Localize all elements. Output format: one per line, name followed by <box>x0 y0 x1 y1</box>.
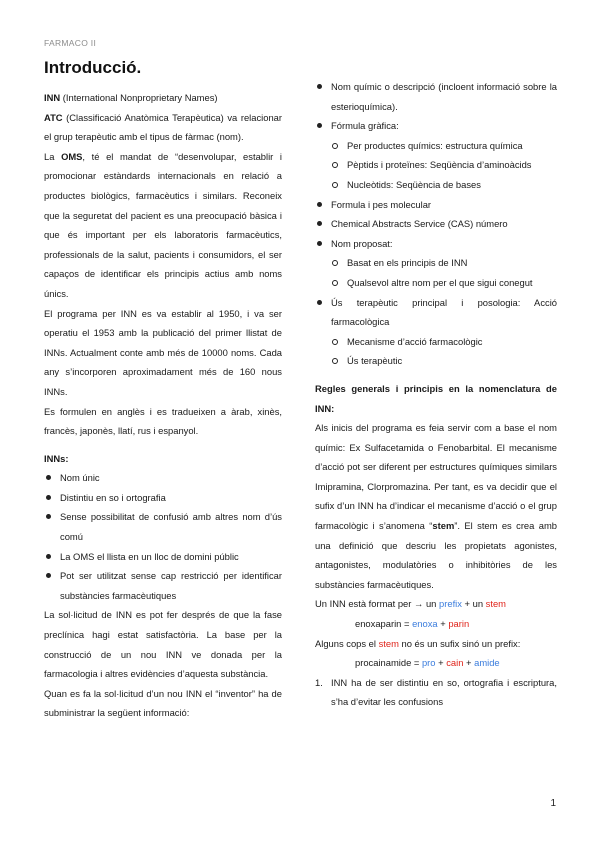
list-item: Formula i pes molecular <box>315 195 557 215</box>
formulen-paragraph: Es formulen en anglès i es tradueixen a àrab, xinès, francès, japonès, llatí, rus i espanyol. <box>44 405 282 437</box>
solicitud-paragraph: La sol·licitud de INN es pot fer després de que la fase preclínica hagi estat satisfactòria. La base per la construcció de un nou INN ve donada per la farmacologia i altres evidències d’aquesta substància. <box>44 609 282 680</box>
prefix-word: prefix <box>439 598 462 610</box>
regles-text-2: ”. El stem es crea amb una definició que descriu les propietats agonistes, antagonistes, modulatòries o inhibitòries de les substàncies farmacèutiques. <box>315 520 557 590</box>
ex1-word: enoxaparin = <box>355 618 413 630</box>
inns-heading <box>44 449 282 469</box>
format-plus: + un <box>461 598 486 610</box>
list-item: Nom únic <box>44 468 282 488</box>
regles-heading-text: Regles generals i principis en la nomenclatura de INN: <box>315 382 557 414</box>
atc-definition <box>44 108 282 147</box>
inns-list <box>44 468 282 605</box>
oms-abbr: OMS <box>61 150 83 162</box>
inn-abbr: INN <box>44 92 61 103</box>
format-line <box>315 594 557 614</box>
sub-list-item: Mecanisme d’acció farmacològic <box>315 332 557 352</box>
sub-list-item: Basat en els principis de INN <box>315 253 557 273</box>
ex2-plus-2: + <box>463 657 475 669</box>
left-column <box>44 88 282 723</box>
ex1-stem: parin <box>448 618 470 630</box>
ex1-prefix: enoxa <box>412 618 438 630</box>
page-title: Introducció. <box>44 58 142 77</box>
rule-text: INN ha de ser distintiu en so, ortografia i escriptura, s’ha d’evitar les confusions <box>331 676 557 708</box>
list-item: Sense possibilitat de confusió amb altres nom d’ús comú <box>44 507 282 546</box>
list-item: La OMS el llista en un lloc de domini públic <box>44 547 282 567</box>
oms-text: , té el mandat de “desenvolupar, establir i promocionar estàndards internacionals en relació a productes biològics, farmacèutics i similars. Reconeix que la seguretat del pacient es una preocupació bàsica i que és important per els laboratoris farmacèutics, professionals de la salut, pacients i consumidors, el ser capaços de identificar els principis actius amb noms únics. <box>44 150 282 299</box>
oms-pre: La <box>44 150 62 162</box>
ex2-stem: cain <box>446 657 464 669</box>
quan-paragraph: Quan es fa la sol·licitud d’un nou INN el “inventor” ha de subministrar la següent informació: <box>44 687 282 719</box>
alguns-pre: Alguns cops el <box>315 637 379 649</box>
sub-list-item: Per productes químics: estructura química <box>315 136 557 156</box>
list-item: Pot ser utilitzat sense cap restricció per identificar substàncies farmacèutiques <box>44 566 282 605</box>
inn-definition <box>44 88 282 108</box>
alguns-stem: stem <box>378 637 399 649</box>
sub-list-item: Ús terapèutic <box>315 351 557 371</box>
rule-number: 1. <box>315 676 323 688</box>
sub-list-item: Qualsevol altre nom per el que sigui conegut <box>315 273 557 293</box>
list-item: Fórmula gràfica: <box>315 116 557 136</box>
oms-paragraph <box>44 147 282 304</box>
list-item: Chemical Abstracts Service (CAS) número <box>315 214 557 234</box>
list-item: Ús terapèutic principal i posologia: Acció farmacològica <box>315 293 557 332</box>
info-list <box>315 77 557 371</box>
example-procainamide <box>315 653 557 673</box>
alguns-line <box>315 634 557 654</box>
list-item: Distintiu en so i ortografia <box>44 488 282 508</box>
stem-word: stem <box>485 598 506 610</box>
regles-stem: stem <box>432 520 455 532</box>
atc-abbr: ATC <box>44 111 63 123</box>
programa-paragraph: El programa per INN es va establir al 1950, i va ser operatiu el 1953 amb la publicació del primer llistat de INNs. Actualment conte amb més de 10000 noms. Cada any s’incorporen aproximadament més de 160 nous INNs. <box>44 307 282 397</box>
page-number: 1 <box>550 798 556 809</box>
format-pre: Un INN està format per → un <box>315 598 440 610</box>
list-item: Nom proposat: <box>315 234 557 254</box>
alguns-post: no és un sufix sinó un prefix: <box>398 637 521 649</box>
ex2-word: procainamide = <box>355 657 422 669</box>
regles-text-1: Als inicis del programa es feia servir com a base el nom químic: Ex Sulfacetamida o Fenobarbital. El mecanisme d’acció pot ser diferent per estructures químiques similars Imipramina, Clorpromazina. Per tant, es va decidir que el sufix d’un INN ha d’indicar el mecanisme d’acció o el grup farmacològic i s’anomena “ <box>315 422 557 532</box>
example-enoxaparin <box>315 614 557 634</box>
ex2-plus-1: + <box>435 657 447 669</box>
inn-def: (International Nonproprietary Names) <box>60 92 218 103</box>
regles-paragraph <box>315 418 557 594</box>
inns-heading-text: INNs: <box>44 452 69 464</box>
right-column <box>315 77 557 712</box>
ex2-prefix: pro <box>421 657 436 669</box>
sub-list-item: Pèptids i proteïnes: Seqüència d’aminoàcids <box>315 155 557 175</box>
list-item: Nom químic o descripció (incloent informació sobre la esterioquímica). <box>315 77 557 116</box>
regles-heading <box>315 379 557 418</box>
ex1-plus: + <box>437 618 449 630</box>
running-header: FARMACO II <box>44 38 97 48</box>
atc-def: (Classificació Anatòmica Terapèutica) va relacionar el grup terapèutic amb el tipus de fàrmac (nom). <box>44 111 282 143</box>
sub-list-item: Nucleòtids: Seqüència de bases <box>315 175 557 195</box>
rules-list <box>315 673 557 712</box>
ex2-suffix: amide <box>474 657 500 669</box>
rule-item <box>315 673 557 712</box>
